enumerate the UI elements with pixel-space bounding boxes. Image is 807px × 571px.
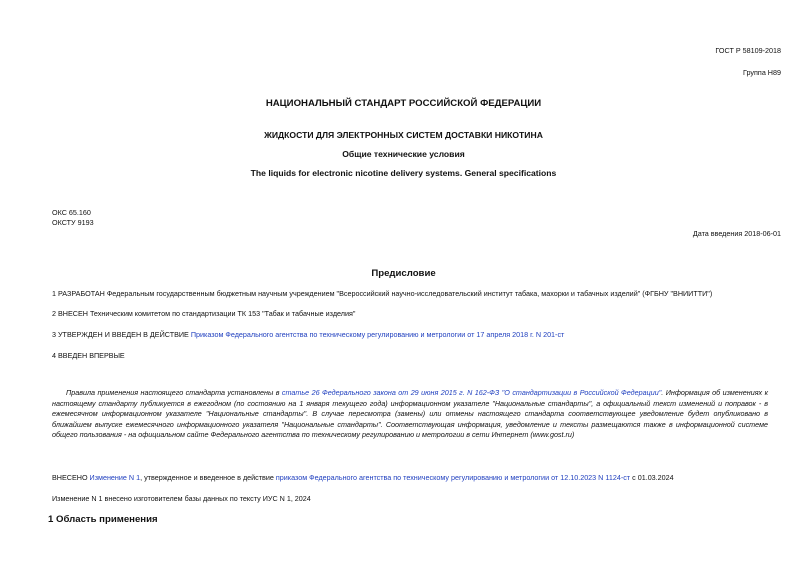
rules-paragraph <box>52 388 768 441</box>
order-link[interactable]: Приказом Федерального агентства по техническому регулированию и метрологии от 17 апреля 2018 г. N 201-ст <box>190 330 565 339</box>
subject-title: ЖИДКОСТИ ДЛЯ ЭЛЕКТРОННЫХ СИСТЕМ ДОСТАВКИ НИКОТИНА <box>264 130 543 140</box>
foreword-title: Предисловие <box>371 268 436 279</box>
oks-code: ОКС 65.160 <box>52 208 91 217</box>
subtitle: Общие технические условия <box>342 149 465 159</box>
rules-text-2: . Информация об изменениях к настоящему стандарту публикуется в ежегодном (по состоянию на 1 января текущего года) информационном указателе "Национальные стандарты", а официальный текст изменений и поправок - в ежемесячном информационном указателе "Национальные стандарты". В случае пересмотра (замены) или отмены настоящего стандарта соответствующее уведомление будет опубликовано в ближайшем выпуске ежемесячного информационного указателя "Национальные стандарты". Соответствующая информация, уведомление и тексты размещаются также в информационной системе общего пользования - на официальном сайте Федерального агентства по техническому регулированию и метрологии в сети Интернет (www.gost.ru) <box>52 388 768 439</box>
foreword-item-3 <box>52 330 564 339</box>
intro-date: Дата введения 2018-06-01 <box>692 229 781 238</box>
foreword-item-2: 2 ВНЕСЕН Техническим комитетом по стандартизации ТК 153 "Табак и табачные изделия" <box>52 309 356 318</box>
amendment-link[interactable]: Изменение N 1 <box>89 473 141 482</box>
foreword-item-4: 4 ВВЕДЕН ВПЕРВЫЕ <box>52 351 125 360</box>
english-title: The liquids for electronic nicotine delivery systems. General specifications <box>250 168 557 178</box>
foreword-item-1: 1 РАЗРАБОТАН Федеральным государственным бюджетным научным учреждением "Всероссийский научно-исследовательский институт табака, махорки и табачных изделий" (ФГБНУ "ВНИИТТИ") <box>52 289 713 298</box>
section-1-title: 1 Область применения <box>48 514 158 525</box>
amendment-note: Изменение N 1 внесено изготовителем базы данных по тексту ИУС N 1, 2024 <box>52 494 311 503</box>
doc-code: ГОСТ Р 58109-2018 <box>715 46 781 55</box>
amendment-mid: , утвержденное и введенное в действие <box>140 473 276 482</box>
okstu-code: ОКСТУ 9193 <box>52 218 94 227</box>
rules-text-1: Правила применения настоящего стандарта установлены в <box>66 388 282 397</box>
federal-law-link[interactable]: статье 26 Федерального закона от 29 июня 2015 г. N 162-ФЗ "О стандартизации в Российской Федерации" <box>281 388 662 397</box>
foreword-item-3-text: 3 УТВЕРЖДЕН И ВВЕДЕН В ДЕЙСТВИЕ <box>52 330 191 339</box>
doc-group: Группа Н89 <box>743 68 781 77</box>
amendment-suffix: с 01.03.2024 <box>630 473 674 482</box>
amendment-line <box>52 473 674 482</box>
main-title: НАЦИОНАЛЬНЫЙ СТАНДАРТ РОССИЙСКОЙ ФЕДЕРАЦИИ <box>265 98 542 109</box>
amendment-order-link[interactable]: приказом Федерального агентства по техническому регулированию и метрологии от 12.10.2023 N 1124-ст <box>275 473 631 482</box>
amendment-prefix: ВНЕСЕНО <box>52 473 90 482</box>
